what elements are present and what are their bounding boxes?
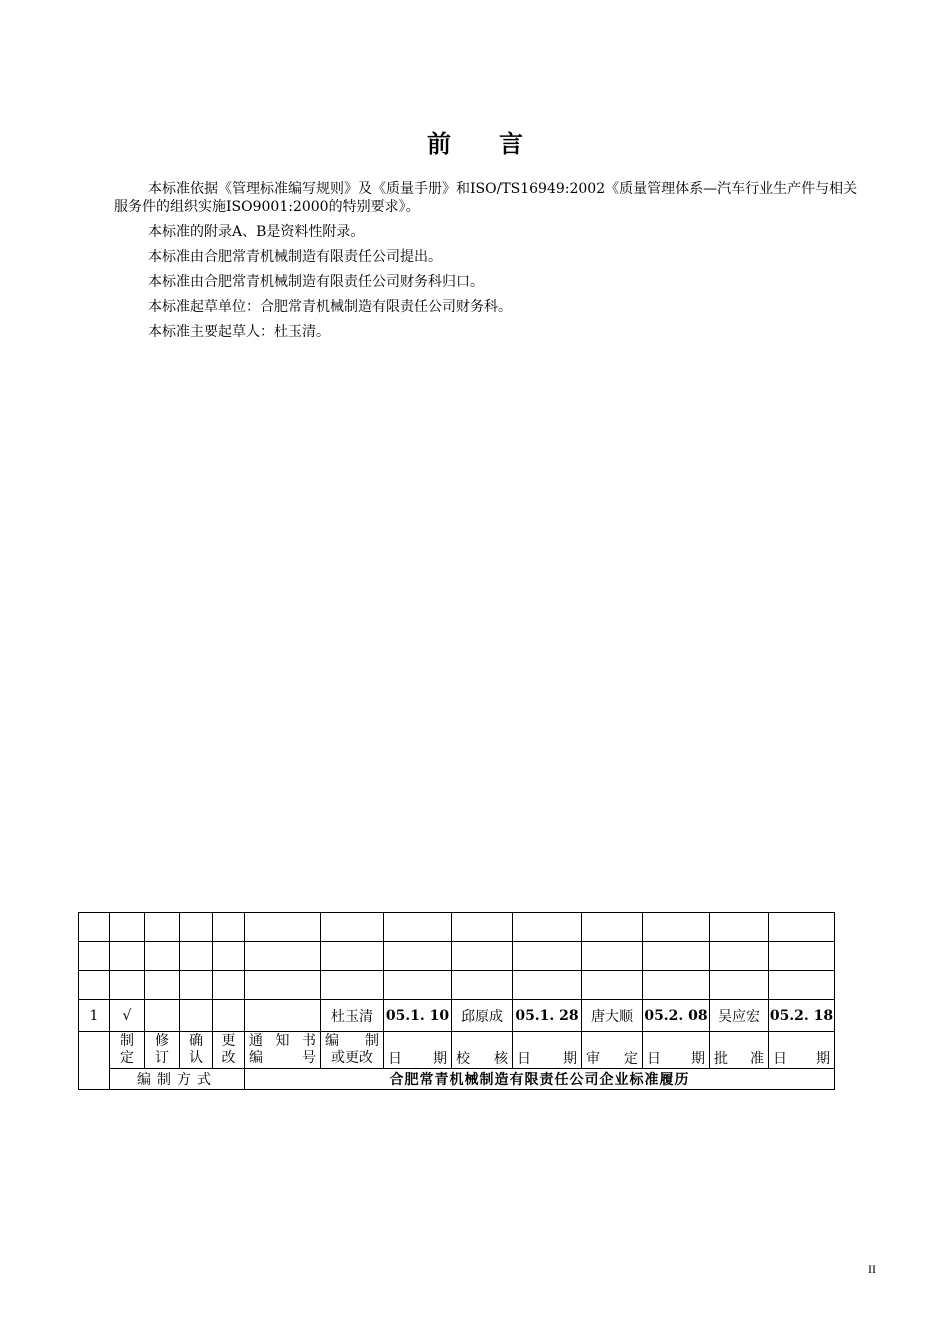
revision-no: 1 <box>79 1000 110 1032</box>
paragraph: 本标准主要起草人：杜玉清。 <box>148 324 330 340</box>
paragraph: 本标准依据《管理标准编写规则》及《质量手册》和ISO/TS16949:2002《质量管理体系—汽车行业生产件与相关服务件的组织实施ISO9001:2000的特别要求》。 <box>114 181 858 215</box>
paragraph: 本标准由合肥常青机械制造有限责任公司提出。 <box>148 249 442 265</box>
revision-history-table <box>78 912 835 1090</box>
header-review: 审 定 <box>582 1032 643 1069</box>
header-genggai: 更 改 <box>213 1032 245 1069</box>
header-zhiding: 制 定 <box>110 1032 145 1069</box>
approver-name: 吴应宏 <box>710 1000 769 1032</box>
header-date-1: 日 期 <box>384 1032 452 1069</box>
check-mark: √ <box>110 1000 145 1032</box>
footer-table-title: 合肥常青机械制造有限责任公司企业标准履历 <box>245 1069 835 1090</box>
footer-method-label: 编制方式 <box>110 1069 245 1090</box>
paragraph: 本标准的附录A、B是资料性附录。 <box>148 224 365 240</box>
page-number: II <box>868 1262 876 1276</box>
header-date-4: 日 期 <box>769 1032 835 1069</box>
paragraph: 本标准由合肥常青机械制造有限责任公司财务科归口。 <box>148 274 484 290</box>
title-char-2: 言 <box>499 129 523 158</box>
table-row <box>79 913 835 942</box>
header-date-3: 日 期 <box>643 1032 710 1069</box>
table-row-revision-1 <box>79 1000 835 1032</box>
page-title <box>0 124 950 159</box>
header-date-2: 日 期 <box>513 1032 582 1069</box>
approve-date: 05.2. 18 <box>769 1000 835 1032</box>
header-check: 校 核 <box>452 1032 513 1069</box>
table-footer-row <box>79 1069 835 1090</box>
editor-name: 杜玉清 <box>321 1000 384 1032</box>
paragraph: 本标准起草单位：合肥常青机械制造有限责任公司财务科。 <box>148 299 512 315</box>
checker-name: 邱原成 <box>452 1000 513 1032</box>
header-xiuding: 修 订 <box>145 1032 180 1069</box>
check-date: 05.1. 28 <box>513 1000 582 1032</box>
table-row <box>79 971 835 1000</box>
header-queren: 确 认 <box>180 1032 213 1069</box>
table-row <box>79 942 835 971</box>
header-notice-number: 通 知 书 编 号 <box>245 1032 321 1069</box>
header-approve: 批 准 <box>710 1032 769 1069</box>
review-date: 05.2. 08 <box>643 1000 710 1032</box>
title-char-1: 前 <box>427 129 451 158</box>
edit-date: 05.1. 10 <box>384 1000 452 1032</box>
foreword-body <box>114 180 862 348</box>
table-header-row <box>79 1032 835 1069</box>
reviewer-name: 唐大顺 <box>582 1000 643 1032</box>
header-edit-or-change: 编 制 或更改 <box>321 1032 384 1069</box>
